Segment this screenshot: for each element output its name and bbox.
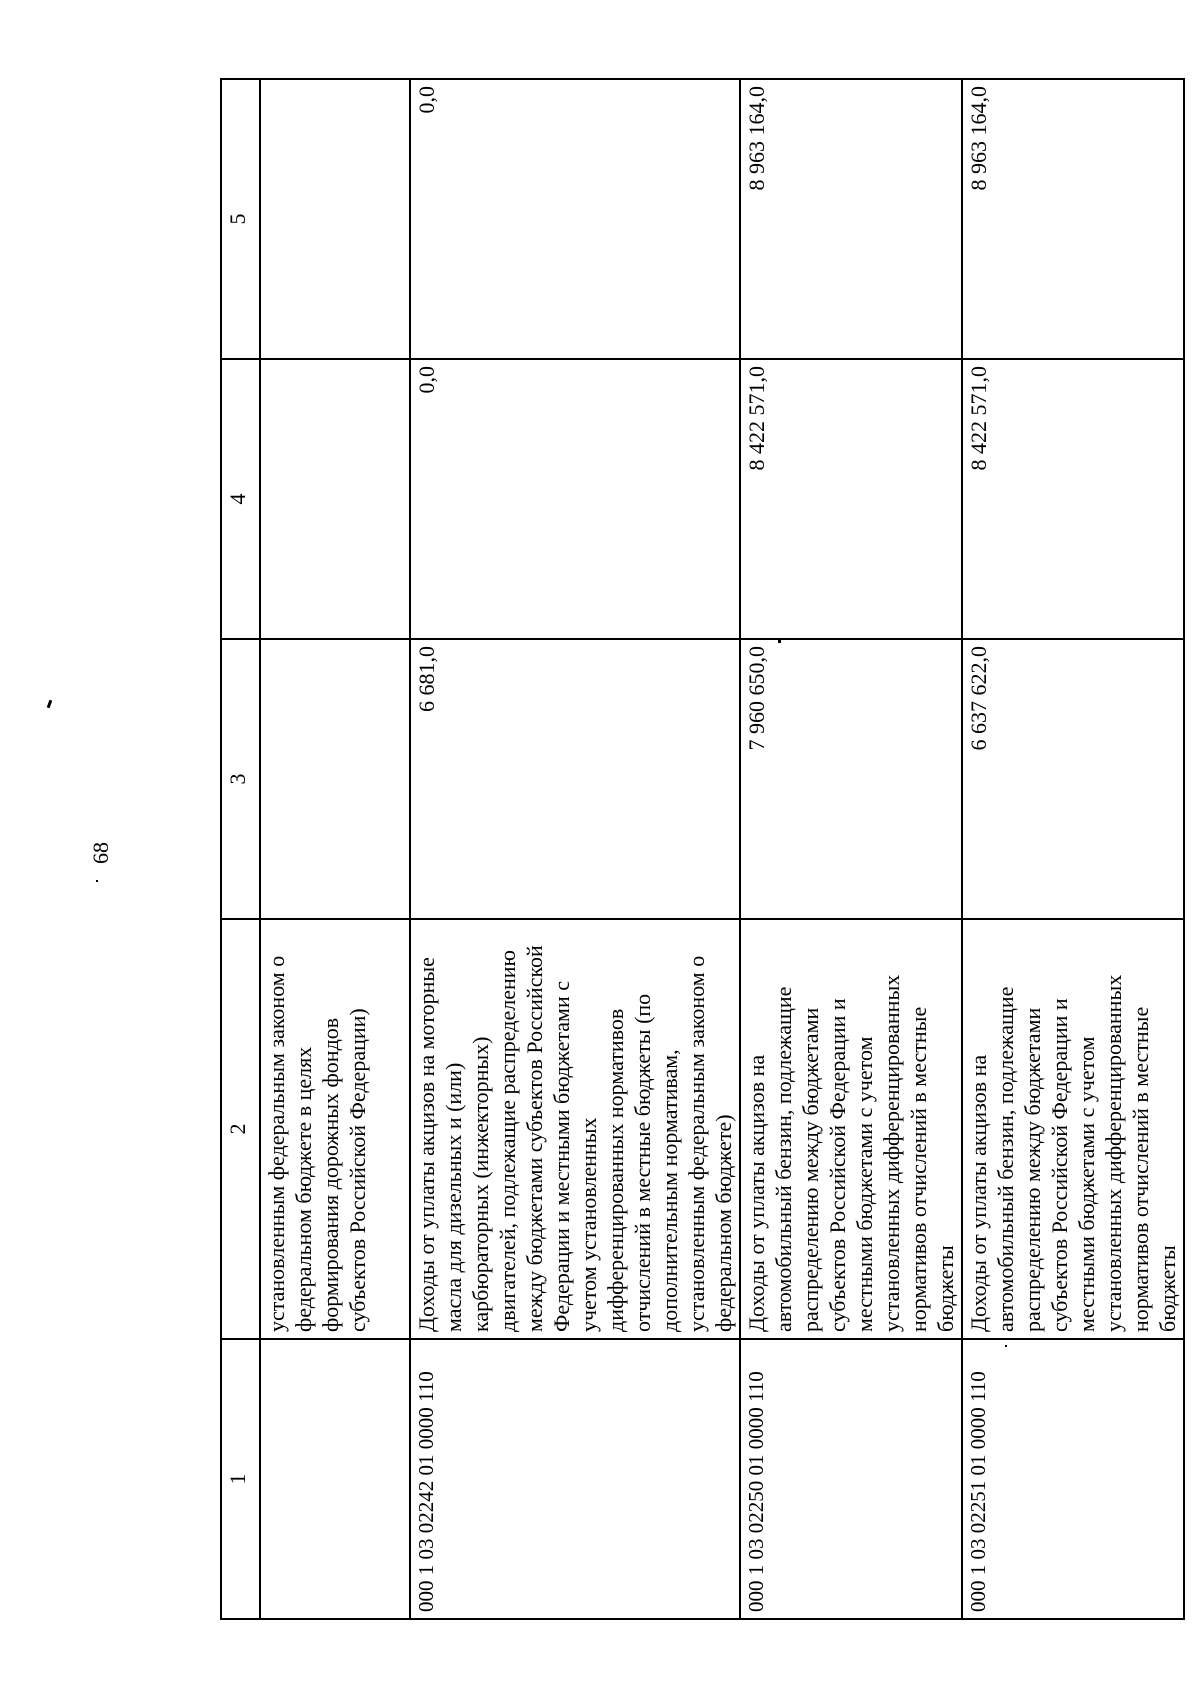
- income-description: Доходы от уплаты акцизов на автомобильный бензин, подлежащие распределению между бюджетами субъектов Российской Федерации и местными бюджетами с учетом установленных дифференцированных нормативов отчислений в местные бюджеты: [962, 919, 1184, 1339]
- amount-col3: [260, 639, 410, 919]
- amount-col4: 0,0: [410, 359, 740, 639]
- budget-code: [260, 1339, 410, 1619]
- column-header: 1: [221, 1339, 260, 1619]
- amount-col3: 7 960 650,0: [740, 639, 962, 919]
- column-header: 2: [221, 919, 260, 1339]
- budget-table: [220, 78, 1185, 1620]
- table-row: [260, 79, 410, 1619]
- income-description: Доходы от уплаты акцизов на моторные масла для дизельных и (или) карбюраторных (инжекторных) двигателей, подлежащие распределению между бюджетами субъектов Российской Федерации и местными бюджетами с учетом установленных дифференцированных нормативов отчислений в местные бюджеты (по дополнительным нормативам, установленным федеральным законом о федеральном бюджете): [410, 919, 740, 1339]
- scan-speck: [96, 880, 98, 882]
- column-header: 4: [221, 359, 260, 639]
- income-description: Доходы от уплаты акцизов на автомобильный бензин, подлежащие распределению между бюджетами субъектов Российской Федерации и местными бюджетами с учетом установленных дифференцированных нормативов отчислений в местные бюджеты: [740, 919, 962, 1339]
- amount-col3: 6 637 622,0: [962, 639, 1184, 919]
- amount-col5: 0,0: [410, 79, 740, 359]
- amount-col4: 8 422 571,0: [740, 359, 962, 639]
- table-row: [740, 79, 962, 1619]
- column-header: 3: [221, 639, 260, 919]
- amount-col4: [260, 359, 410, 639]
- amount-col4: 8 422 571,0: [962, 359, 1184, 639]
- header-row: [221, 79, 260, 1619]
- amount-col5: 8 963 164,0: [962, 79, 1184, 359]
- budget-code: 000 1 03 02242 01 0000 110: [410, 1339, 740, 1619]
- table-rotator: [220, 80, 1180, 1620]
- column-header: 5: [221, 79, 260, 359]
- amount-col3: 6 681,0: [410, 639, 740, 919]
- budget-code: 000 1 03 02250 01 0000 110: [740, 1339, 962, 1619]
- amount-col5: [260, 79, 410, 359]
- table-sheet: [220, 80, 1180, 1620]
- page-number: 68: [88, 842, 113, 864]
- table-row: [410, 79, 740, 1619]
- scan-speck: [47, 700, 53, 709]
- table-row: [962, 79, 1184, 1619]
- amount-col5: 8 963 164,0: [740, 79, 962, 359]
- income-description: установленным федеральным законом о федеральном бюджете в целях формирования дорожных фондов субъектов Российской Федерации): [260, 919, 410, 1339]
- budget-code: 000 1 03 02251 01 0000 110: [962, 1339, 1184, 1619]
